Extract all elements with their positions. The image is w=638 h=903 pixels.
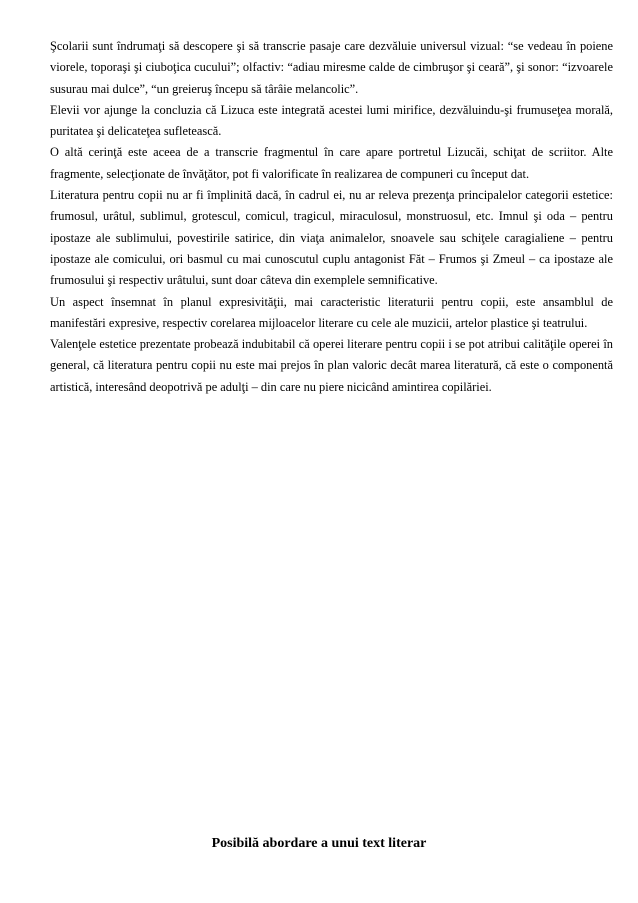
paragraph-portrait: O altă cerinţă este aceea de a transcrie fragmentul în care apare portretul Lizucăi, schiţat de scriitor. Alte fragmente, selecţionate de învăţător, pot fi valorificate în realizarea de compuneri cu început dat.: [50, 145, 613, 181]
body-text: [50, 36, 613, 398]
paragraph-senses: Şcolarii sunt îndrumaţi să descopere şi să transcrie pasaje care dezvăluie universul vizual: “se vedeau în poiene viorele, toporaşi şi ciuboţica cucului”; olfactiv: “adiau miresme calde de cimbruşor şi ceară”, şi sonor: “izvoarele susurau mai dulce”, “un greieruş începu să târâie melancolic”.: [50, 39, 613, 96]
paragraph-conclusion: Elevii vor ajunge la concluzia că Lizuca este integrată acestei lumi mirifice, dezvăluindu-şi frumuseţea morală, puritatea şi delicateţea sufletească.: [50, 102, 613, 139]
paragraph-expressiveness: Un aspect însemnat în planul expresivităţii, mai caracteristic literaturii pentru copii, este ansamblul de manifestări expresive, respectiv corelarea mijloacelor literare cu cele ale muzicii, artelor plastice şi teatrului.: [50, 294, 613, 330]
section-heading: Posibilă abordare a unui text literar: [211, 836, 427, 851]
paragraph-aesthetic-categories: Literatura pentru copii nu ar fi împlinită dacă, în cadrul ei, nu ar releva prezenţa principalelor categorii estetice: frumosul, urâtul, sublimul, grotescul, comicul, tragicul, miraculosul, monstruosul, etc. Imnul şi oda – pentru ipostaze ale sublimului, povestirile satirice, din viaţa animalelor, snoavele sau schiţele caragialiene – pentru ipostaze ale comicului, ori basmul cu mai cunoscutul cuplu antagonist Făt – Frumos şi Zmeul – ca ipostaze ale frumosului şi respectiv urâtului, sunt doar câteva din exemplele semnificative.: [50, 188, 613, 288]
paragraph-aesthetic-values: Valenţele estetice prezentate probează indubitabil că operei literare pentru copii i se pot atribui calităţile operei în general, că literatura pentru copii nu este mai prejos în plan valoric decât marea literatură, că este o componentă artistică, interesând deopotrivă pe adulţi – din care nu piere nicicând amintirea copilăriei.: [50, 337, 613, 394]
